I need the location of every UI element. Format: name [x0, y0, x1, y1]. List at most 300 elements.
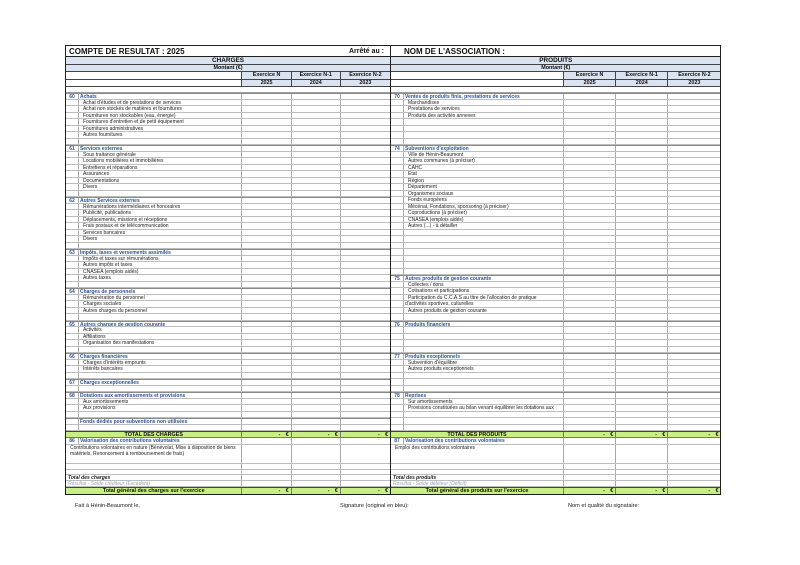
account-number-cell: [391, 236, 404, 242]
account-number-cell: [391, 314, 404, 320]
value-cell: [668, 146, 720, 151]
value-cell: [292, 230, 341, 236]
spacer-cell: [66, 72, 242, 79]
value-cell: [668, 165, 720, 171]
row-label: [79, 314, 243, 320]
value-cell: [292, 171, 341, 177]
value-cell: [564, 322, 616, 327]
row-label: Activités: [79, 327, 243, 333]
grand-total-label: Total général des produits sur l'exercice: [391, 488, 564, 495]
account-number-cell: 68: [66, 393, 79, 398]
value-cell: [668, 288, 720, 294]
total-value-n2: - €: [708, 432, 719, 437]
value-cell: [564, 393, 616, 398]
row-label: Organisation des manifestations: [79, 340, 243, 346]
account-number-cell: [66, 405, 79, 411]
value-cell: [616, 223, 668, 229]
total-produits-label: Total des produits: [391, 475, 564, 480]
produits-column-headers: [391, 72, 720, 80]
row-label: Cotisations et participations: [404, 288, 564, 294]
value-cell: [242, 301, 291, 307]
value-cell: [668, 230, 720, 236]
signature-label: Signature (original en bleu):: [340, 503, 409, 509]
produits-rows: [391, 93, 720, 431]
row-label: [79, 412, 243, 418]
value-cell: [616, 152, 668, 158]
value-cell: [616, 366, 668, 372]
account-number-cell: 70: [391, 94, 404, 99]
value-cell: [616, 322, 668, 327]
grand-total-value-n1: - €: [616, 488, 668, 495]
value-cell: [564, 119, 616, 125]
account-number-cell: [66, 204, 79, 210]
value-cell: [242, 275, 291, 281]
row-label: Produits des activités annexes: [404, 113, 564, 119]
value-cell: [616, 276, 668, 281]
value-cell: [668, 347, 720, 353]
row-label: d'activités sportives, culturelles: [404, 301, 564, 307]
value-cell: [668, 405, 720, 411]
fait-a-label: Fait à Hénin-Beaumont le,: [75, 503, 140, 509]
row-label: Ventes de produits finis, prestations de services: [404, 94, 564, 99]
account-number-cell: [66, 230, 79, 236]
value-cell: [564, 288, 616, 294]
value-cell: [341, 301, 390, 307]
account-number-cell: [66, 308, 79, 314]
account-number-cell: [66, 269, 79, 275]
value-cell: [292, 158, 341, 164]
compte-de-resultat-sheet: [65, 45, 721, 495]
value-cell: [668, 204, 720, 210]
value-cell: [564, 126, 616, 132]
row-label: Aux provisions: [79, 405, 243, 411]
value-cell: [564, 282, 616, 288]
account-number-cell: [391, 334, 404, 340]
produits-year-headers: [391, 80, 720, 87]
account-number-cell: [66, 366, 79, 372]
value-cell: [341, 380, 390, 385]
value-cell: [292, 340, 341, 346]
value-cell: [341, 405, 390, 411]
value-cell: [341, 243, 390, 249]
row-label: [404, 379, 564, 385]
value-cell: [292, 243, 341, 249]
value-cell: [242, 314, 291, 320]
row-label: Autres fournitures: [79, 132, 243, 138]
value-cell: [564, 405, 616, 411]
charges-year-headers: [66, 80, 390, 87]
spacer-cell: [66, 80, 242, 86]
row-label: [404, 386, 564, 392]
row-label: Locations mobilières et immobilières: [79, 158, 243, 164]
account-number-cell: [391, 158, 404, 164]
row-label: [404, 126, 564, 132]
value-cell: [616, 379, 668, 385]
value-cell: [668, 191, 720, 197]
value-cell: [242, 230, 291, 236]
account-number-cell: [66, 217, 79, 223]
row-label: CNASEA (emplois aidés): [404, 217, 564, 223]
account-number-cell: [66, 327, 79, 333]
value-cell: [341, 106, 390, 112]
value-cell: [616, 119, 668, 125]
value-cell: [668, 379, 720, 385]
value-cell: [242, 393, 291, 398]
value-cell: [292, 314, 341, 320]
value-cell: [616, 301, 668, 307]
value-cell: [616, 197, 668, 203]
value-cell: [564, 445, 616, 463]
account-number-cell: [391, 327, 404, 333]
row-label: [404, 373, 564, 379]
value-cell: [668, 301, 720, 307]
value-cell: [292, 217, 341, 223]
value-cell: [292, 380, 341, 385]
value-cell: [616, 106, 668, 112]
row-label: [404, 412, 564, 418]
valorisation-label: Valorisation des contributions volontaires: [404, 438, 564, 444]
row-label: Sur amortissements: [404, 399, 564, 405]
year-2025: 2025: [242, 80, 291, 86]
value-cell: [564, 366, 616, 372]
value-cell: [668, 393, 720, 398]
value-cell: [341, 100, 390, 106]
value-cell: [242, 146, 291, 151]
value-cell: [668, 126, 720, 132]
value-cell: [242, 308, 291, 314]
account-number-cell: [391, 204, 404, 210]
value-cell: [242, 171, 291, 177]
value-cell: [616, 171, 668, 177]
value-cell: [341, 256, 390, 262]
charges-column-headers: [66, 72, 390, 80]
value-cell: [242, 158, 291, 164]
row-label: Intérêts bancaires: [79, 366, 243, 372]
value-cell: [564, 314, 616, 320]
row-label: [79, 282, 243, 288]
value-cell: [668, 445, 720, 463]
value-cell: [341, 354, 390, 359]
title-row: [66, 46, 720, 57]
col-header-exercice-n1: Exercice N-1: [292, 72, 341, 79]
account-number-cell: [391, 269, 404, 275]
account-number-cell: [391, 197, 404, 203]
account-number-cell: [391, 282, 404, 288]
value-cell: [616, 139, 668, 145]
value-cell: [341, 295, 390, 301]
value-cell: [242, 250, 291, 255]
value-cell: [292, 412, 341, 418]
account-number-cell: [391, 405, 404, 411]
row-label: [404, 269, 564, 275]
value-cell: [564, 197, 616, 203]
value-cell: [564, 132, 616, 138]
value-cell: [242, 100, 291, 106]
value-cell: [242, 445, 291, 463]
value-cell: [616, 425, 668, 431]
value-cell: [668, 119, 720, 125]
account-number-cell: [391, 399, 404, 405]
value-cell: [292, 354, 341, 359]
account-number-cell: [391, 360, 404, 366]
value-cell: [292, 419, 341, 424]
row-label: [404, 314, 564, 320]
value-cell: [341, 132, 390, 138]
value-cell: [668, 418, 720, 424]
value-cell: [564, 379, 616, 385]
resultat-deficit-label: Résultat - Solde débiteur (Déficit): [391, 481, 564, 486]
year-2023: 2023: [341, 80, 390, 86]
col-header-exercice-n: Exercice N: [242, 72, 291, 79]
value-cell: [616, 132, 668, 138]
valorisation-label: Valorisation des contributions voluntaires: [79, 438, 243, 444]
col-header-exercice-n2: Exercice N-2: [341, 72, 390, 79]
row-label: Charges exceptionnelles: [79, 380, 243, 385]
value-cell: [242, 152, 291, 158]
value-cell: [341, 373, 390, 379]
row-label: Coproductions (à préciser): [404, 210, 564, 216]
row-label: [79, 139, 243, 145]
row-label: Autres (...) - à détailler: [404, 223, 564, 229]
account-number-cell: [391, 295, 404, 301]
value-cell: [668, 295, 720, 301]
value-cell: [341, 146, 390, 151]
value-cell: [616, 158, 668, 164]
value-cell: [564, 340, 616, 346]
value-cell: [341, 360, 390, 366]
row-label: Produits exceptionnels: [404, 354, 564, 359]
grand-total-charges-row: [66, 487, 390, 495]
value-cell: [616, 340, 668, 346]
value-cell: [292, 165, 341, 171]
value-cell: [292, 425, 341, 431]
value-cell: [341, 119, 390, 125]
account-number-cell: [66, 386, 79, 392]
value-cell: [341, 230, 390, 236]
value-cell: [341, 438, 390, 444]
value-cell: [668, 425, 720, 431]
account-number-cell: [391, 184, 404, 190]
grand-total-value-n1: - €: [292, 488, 341, 495]
row-label: Charges de personnels: [79, 289, 243, 294]
account-number-cell: [66, 347, 79, 353]
account-number-cell: [66, 236, 79, 242]
value-cell: [341, 198, 390, 203]
value-cell: [564, 171, 616, 177]
value-cell: [564, 236, 616, 242]
value-cell: [292, 322, 341, 327]
account-number-cell: [66, 334, 79, 340]
account-number-cell: [66, 191, 79, 197]
value-cell: [242, 347, 291, 353]
value-cell: [292, 113, 341, 119]
row-label: Aux amortissements: [79, 399, 243, 405]
account-number-cell: [391, 386, 404, 392]
value-cell: [564, 210, 616, 216]
value-cell: [292, 146, 341, 151]
row-label: Achat d'études et de prestations de services: [79, 100, 243, 106]
account-number-cell: [66, 262, 79, 268]
account-number-cell: [391, 171, 404, 177]
value-cell: [564, 106, 616, 112]
value-cell: [668, 438, 720, 444]
value-cell: [668, 210, 720, 216]
contributions-note-row: [391, 445, 720, 464]
value-cell: [341, 250, 390, 255]
row-label: Services bancaires: [79, 230, 243, 236]
account-number-cell: [66, 171, 79, 177]
value-cell: [564, 230, 616, 236]
account-number-cell: [391, 191, 404, 197]
value-cell: [616, 269, 668, 275]
account-number-cell: 76: [391, 322, 404, 327]
title-right-cell: [391, 46, 720, 56]
value-cell: [341, 275, 390, 281]
value-cell: [341, 158, 390, 164]
row-label: [404, 340, 564, 346]
value-cell: [616, 282, 668, 288]
value-cell: [564, 354, 616, 359]
value-cell: [564, 347, 616, 353]
account-number-cell: [66, 275, 79, 281]
value-cell: [341, 165, 390, 171]
row-label: Impôts et taxes sur rémunérations: [79, 256, 243, 262]
account-number-cell: [391, 425, 404, 431]
value-cell: [616, 314, 668, 320]
value-cell: [292, 204, 341, 210]
value-cell: [564, 256, 616, 262]
row-label: Autres produits exceptionnels: [404, 366, 564, 372]
value-cell: [242, 419, 291, 424]
account-number-cell: [391, 230, 404, 236]
value-cell: [668, 158, 720, 164]
row-label: Marchandises: [404, 100, 564, 106]
value-cell: [564, 412, 616, 418]
account-number-cell: [66, 100, 79, 106]
value-cell: [341, 236, 390, 242]
account-number-cell: 60: [66, 94, 79, 99]
account-number-cell: [391, 308, 404, 314]
value-cell: [242, 399, 291, 405]
value-cell: [668, 354, 720, 359]
account-number-cell: [391, 243, 404, 249]
row-label: Département: [404, 184, 564, 190]
value-cell: [668, 171, 720, 177]
value-cell: [242, 438, 291, 444]
value-cell: [616, 191, 668, 197]
value-cell: [341, 184, 390, 190]
value-cell: [292, 126, 341, 132]
value-cell: [242, 327, 291, 333]
value-cell: [616, 308, 668, 314]
account-number-cell: [66, 139, 79, 145]
account-number-cell: [66, 119, 79, 125]
account-number-cell: [66, 412, 79, 418]
value-cell: [292, 198, 341, 203]
value-cell: [242, 126, 291, 132]
value-cell: [668, 314, 720, 320]
value-cell: [616, 354, 668, 359]
produits-band: PRODUITS: [391, 57, 720, 65]
account-number-cell: 61: [66, 146, 79, 151]
value-cell: [668, 249, 720, 255]
value-cell: [242, 340, 291, 346]
year-2024: 2024: [292, 80, 341, 86]
account-number-cell: [66, 256, 79, 262]
value-cell: [341, 419, 390, 424]
account-number-cell: [66, 106, 79, 112]
value-cell: [242, 425, 291, 431]
spacer-cell: [391, 72, 564, 79]
account-number-cell: 65: [66, 322, 79, 327]
account-number-cell: 77: [391, 354, 404, 359]
row-label: Collectes / dons: [404, 282, 564, 288]
account-number-cell: [66, 425, 79, 431]
value-cell: [564, 269, 616, 275]
total-des-charges-row: [66, 431, 390, 438]
value-cell: [668, 106, 720, 112]
value-cell: [242, 282, 291, 288]
account-number-cell: [391, 288, 404, 294]
year-2023: 2023: [668, 80, 720, 86]
value-cell: [292, 178, 341, 184]
value-cell: [242, 243, 291, 249]
value-cell: [616, 243, 668, 249]
value-cell: [341, 327, 390, 333]
value-cell: [242, 269, 291, 275]
value-cell: [341, 152, 390, 158]
value-cell: [292, 282, 341, 288]
value-cell: [564, 425, 616, 431]
resultat-excedent-label: Résultat - Solde créditeur (Excédent): [66, 481, 242, 486]
value-cell: [242, 380, 291, 385]
value-cell: [616, 360, 668, 366]
value-cell: [668, 334, 720, 340]
row-label: État: [404, 171, 564, 177]
row-label: Documentations: [79, 178, 243, 184]
account-number-cell: [391, 379, 404, 385]
account-number-cell: 63: [66, 250, 79, 255]
value-cell: [616, 438, 668, 444]
value-cell: [341, 282, 390, 288]
value-cell: [341, 178, 390, 184]
charges-rows: [66, 93, 390, 431]
value-cell: [616, 295, 668, 301]
value-cell: [341, 289, 390, 294]
row-label: [404, 347, 564, 353]
value-cell: [616, 204, 668, 210]
value-cell: [668, 217, 720, 223]
value-cell: [292, 132, 341, 138]
value-cell: [616, 184, 668, 190]
account-number: 86: [66, 438, 79, 444]
row-label: [79, 243, 243, 249]
account-number-cell: [391, 210, 404, 216]
value-cell: [616, 334, 668, 340]
value-cell: [242, 139, 291, 145]
account-number-cell: [391, 132, 404, 138]
value-cell: [292, 360, 341, 366]
value-cell: [242, 165, 291, 171]
value-cell: [564, 100, 616, 106]
value-cell: [341, 210, 390, 216]
value-cell: [292, 94, 341, 99]
value-cell: [668, 276, 720, 281]
row-label: [79, 191, 243, 197]
value-cell: [564, 334, 616, 340]
account-number-cell: [66, 152, 79, 158]
row-label: [404, 139, 564, 145]
